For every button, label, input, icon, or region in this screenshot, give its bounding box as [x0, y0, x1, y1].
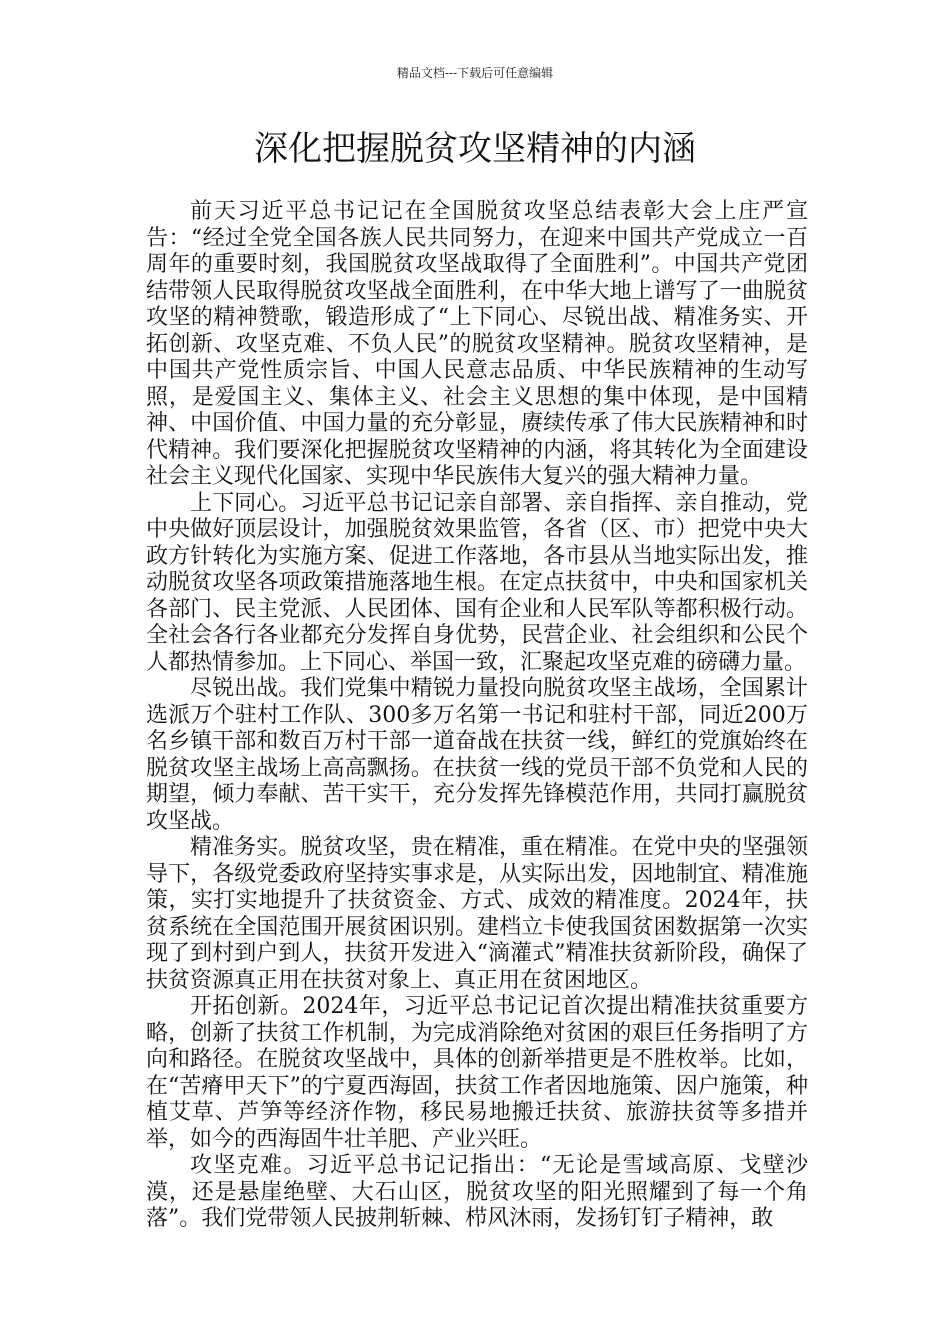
paragraph-shangxia-tongxin: 上下同心。习近平总书记记亲自部署、亲自指挥、亲自推动，党中央做好顶层设计，加强脱贫效果监管，各省（区、市）把党中央大政方针转化为实施方案、促进工作落地，各市县从当地实际出发，推动脱贫攻坚各项政策措施落地生根。在定点扶贫中，中央和国家机关各部门、民主党派、人民团体、国有企业和人民军队等都积极行动。全社会各行各业都充分发挥自身优势，民营企业、社会组织和公民个人都热情参加。上下同心、举国一致，汇聚起攻坚克难的磅礴力量。	[146, 490, 808, 675]
paragraph-intro: 前天习近平总书记记在全国脱贫攻坚总结表彰大会上庄严宣告：“经过全党全国各族人民共同努力，在迎来中国共产党成立一百周年的重要时刻，我国脱贫攻坚战取得了全面胜利”。中国共产党团结带领人民取得脱贫攻坚战全面胜利，在中华大地上谱写了一曲脱贫攻坚的精神赞歌，锻造形成了“上下同心、尽锐出战、精准务实、开拓创新、攻坚克难、不负人民”的脱贫攻坚精神。脱贫攻坚精神，是中国共产党性质宗旨、中国人民意志品质、中华民族精神的生动写照，是爱国主义、集体主义、社会主义思想的集中体现，是中国精神、中国价值、中国力量的充分彰显，赓续传承了伟大民族精神和时代精神。我们要深化把握脱贫攻坚精神的内涵，将其转化为全面建设社会主义现代化国家、实现中华民族伟大复兴的强大精神力量。	[146, 199, 808, 489]
paragraph-jingzhun-wushi: 精准务实。脱贫攻坚，贵在精准，重在精准。在党中央的坚强领导下，各级党委政府坚持实事求是，从实际出发，因地制宜、精准施策，实打实地提升了扶贫资金、方式、成效的精准度。2024年，扶贫系统在全国范围开展贫困识别。建档立卡使我国贫困数据第一次实现了到村到户到人，扶贫开发进入“滴灌式”精准扶贫新阶段，确保了扶贫资源真正用在扶贫对象上、真正用在贫困地区。	[146, 835, 808, 993]
paragraph-kaituo-chuangxin: 开拓创新。2024年，习近平总书记记首次提出精准扶贫重要方略，创新了扶贫工作机制，为完成消除绝对贫困的艰巨任务指明了方向和路径。在脱贫攻坚战中，具体的创新举措更是不胜枚举。比如，在“苦瘠甲天下”的宁夏西海固，扶贫工作者因地施策、因户施策，种植艾草、芦笋等经济作物，移民易地搬迁扶贫、旅游扶贫等多措并举，如今的西海固牛壮羊肥、产业兴旺。	[146, 994, 808, 1152]
document-body	[146, 199, 808, 1233]
paragraph-gongjian-kenan: 攻坚克难。习近平总书记记指出：“无论是雪域高原、戈壁沙漠，还是悬崖绝壁、大石山区，脱贫攻坚的阳光照耀到了每一个角落”。我们党带领人民披荆斩棘、栉风沐雨，发扬钉钉子精神，敢	[146, 1153, 808, 1231]
paragraph-jinrui-chuzhan: 尽锐出战。我们党集中精锐力量投向脱贫攻坚主战场，全国累计选派万个驻村工作队、300多万名第一书记和驻村干部，同近200万名乡镇干部和数百万村干部一道奋战在扶贫一线，鲜红的党旗始终在脱贫攻坚主战场上高高飘扬。在扶贫一线的党员干部不负党和人民的期望，倾力奉献、苦干实干，充分发挥先锋模范作用，共同打赢脱贫攻坚战。	[146, 676, 808, 834]
document-title: 深化把握脱贫攻坚精神的内涵	[254, 129, 696, 169]
page-header: 精品文档---下载后可任意编辑	[396, 66, 554, 80]
